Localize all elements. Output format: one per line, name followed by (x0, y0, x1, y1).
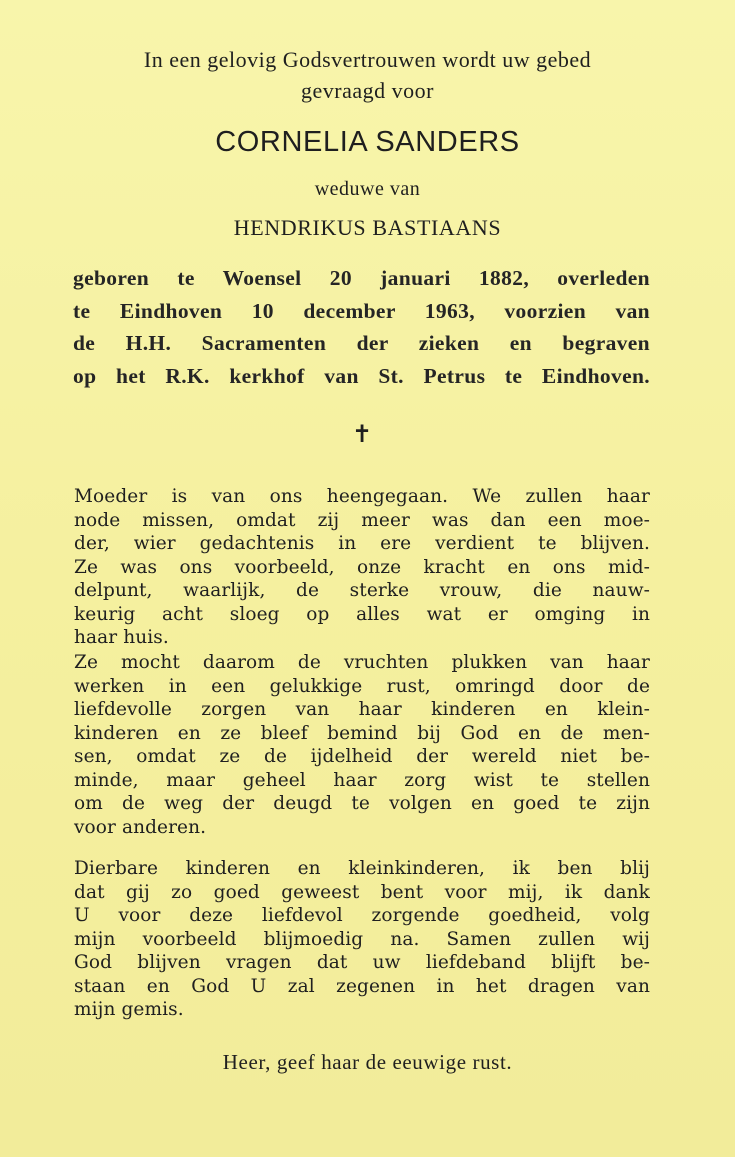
paragraph-line: om de weg der deugd te volgen en goed te zijn (74, 793, 650, 814)
paragraph-line: kinderen en ze bleef bemind bij God en de men- (74, 722, 650, 744)
closing-prayer: Heer, geef haar de eeuwige rust. (222, 1050, 513, 1074)
paragraph-line: werken in een gelukkige rust, omringd door de (74, 675, 650, 697)
intro-line: gevraagd voor (301, 78, 434, 103)
paragraph-line: node missen, omdat zij meer was dan een moe- (74, 509, 650, 531)
paragraph-line: Dierbare kinderen en kleinkinderen, ik ben blij (74, 858, 650, 879)
paragraph-children (74, 857, 650, 1022)
cross-icon: ✝ (352, 420, 373, 448)
paragraph-mother (74, 485, 650, 650)
paragraph-line: U voor deze liefdevol zorgende goedheid, volg (74, 905, 650, 926)
paragraph-line: mijn voorbeeld blijmoedig na. Samen zullen wij (74, 928, 650, 950)
paragraph-line: Ze mocht daarom de vruchten plukken van haar (74, 652, 650, 673)
paragraph-line: dat gij zo goed geweest bent voor mij, ik dank (74, 881, 650, 903)
biography-block (73, 262, 650, 392)
paragraph-line: haar huis. (74, 627, 169, 648)
biography-line: op het R.K. kerkhof van St. Petrus te Eindhoven. (73, 363, 650, 388)
paragraph-line: minde, maar geheel haar zorg wist te stellen (74, 769, 650, 791)
paragraph-line: liefdevolle zorgen van haar kinderen en klein- (74, 699, 650, 720)
biography-line: te Eindhoven 10 december 1963, voorzien van (73, 298, 650, 323)
paragraph-line: keurig acht sloeg op alles wat er omging in (74, 603, 650, 625)
paragraph-line: Moeder is van ons heengegaan. We zullen haar (74, 486, 650, 507)
widow-label: weduwe van (314, 178, 421, 200)
paragraph-line: der, wier gedachtenis in ere verdient te blijven. (74, 533, 650, 554)
biography-line: de H.H. Sacramenten der zieken en begraven (73, 331, 650, 355)
paragraph-line: voor anderen. (74, 816, 207, 838)
intro-text (50, 44, 685, 106)
paragraph-rest (74, 651, 650, 839)
deceased-name: CORNELIA SANDERS (215, 126, 520, 158)
paragraph-line: mijn gemis. (74, 999, 184, 1020)
paragraph-line: Ze was ons voorbeeld, onze kracht en ons mid- (74, 556, 650, 578)
paragraph-line: God blijven vragen dat uw liefdeband blijft be- (74, 952, 650, 973)
paragraph-line: delpunt, waarlijk, de sterke vrouw, die nauw- (74, 580, 650, 601)
biography-line: geboren te Woensel 20 januari 1882, overleden (73, 266, 650, 290)
paragraph-line: sen, omdat ze de ijdelheid der wereld niet be- (74, 746, 650, 767)
paragraph-line: staan en God U zal zegenen in het dragen van (74, 975, 650, 997)
husband-name: HENDRIKUS BASTIAANS (233, 215, 502, 240)
intro-line: In een gelovig Godsvertrouwen wordt uw gebed (143, 47, 592, 72)
